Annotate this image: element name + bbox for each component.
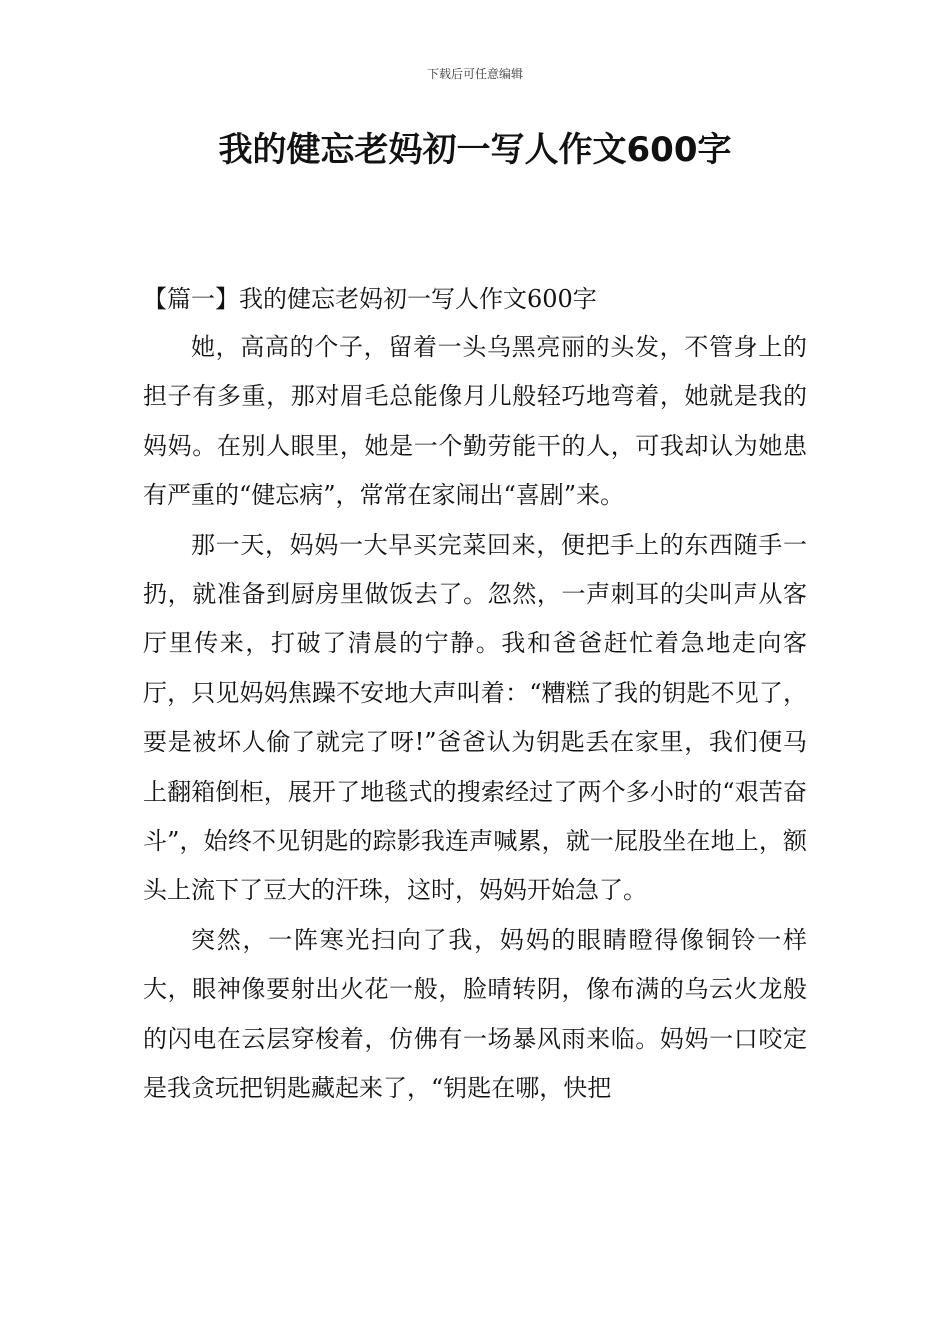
paragraph: 那一天，妈妈一大早买完菜回来，便把手上的东西随手一扔，就准备到厨房里做饭去了。忽然，一声刺耳的尖叫声从客厅里传来，打破了清晨的宁静。我和爸爸赶忙着急地走向客厅，只见妈妈焦躁不安地大声叫着：“糟糕了我的钥匙不见了，要是被坏人偷了就完了呀!”爸爸认为钥匙丢在家里，我们便马上翻箱倒柜，展开了地毯式的搜索经过了两个多小时的“艰苦奋斗”，始终不见钥匙的踪影我连声喊累，就一屁股坐在地上，额头上流下了豆大的汗珠，这时，妈妈开始急了。 bbox=[143, 530, 807, 905]
header-note: 下载后可任意编辑 bbox=[426, 67, 523, 81]
document-body bbox=[143, 276, 807, 1114]
paragraph: 她，高高的个子，留着一头乌黑亮丽的头发，不管身上的担子有多重，那对眉毛总能像月儿般轻巧地弯着，她就是我的妈妈。在别人眼里，她是一个勤劳能干的人，可我却认为她患有严重的“健忘病”，常常在家闹出“喜剧”来。 bbox=[143, 333, 807, 510]
document-title: 我的健忘老妈初一写人作文600字 bbox=[218, 130, 732, 170]
paragraph: 突然，一阵寒光扫向了我，妈妈的眼睛瞪得像铜铃一样大，眼神像要射出火花一般，脸晴转阴，像布满的乌云火龙般的闪电在云层穿梭着，仿佛有一场暴风雨来临。妈妈一口咬定是我贪玩把钥匙藏起来了，“钥匙在哪，快把 bbox=[143, 925, 807, 1103]
section-heading: 【篇一】我的健忘老妈初一写人作文600字 bbox=[143, 285, 597, 313]
